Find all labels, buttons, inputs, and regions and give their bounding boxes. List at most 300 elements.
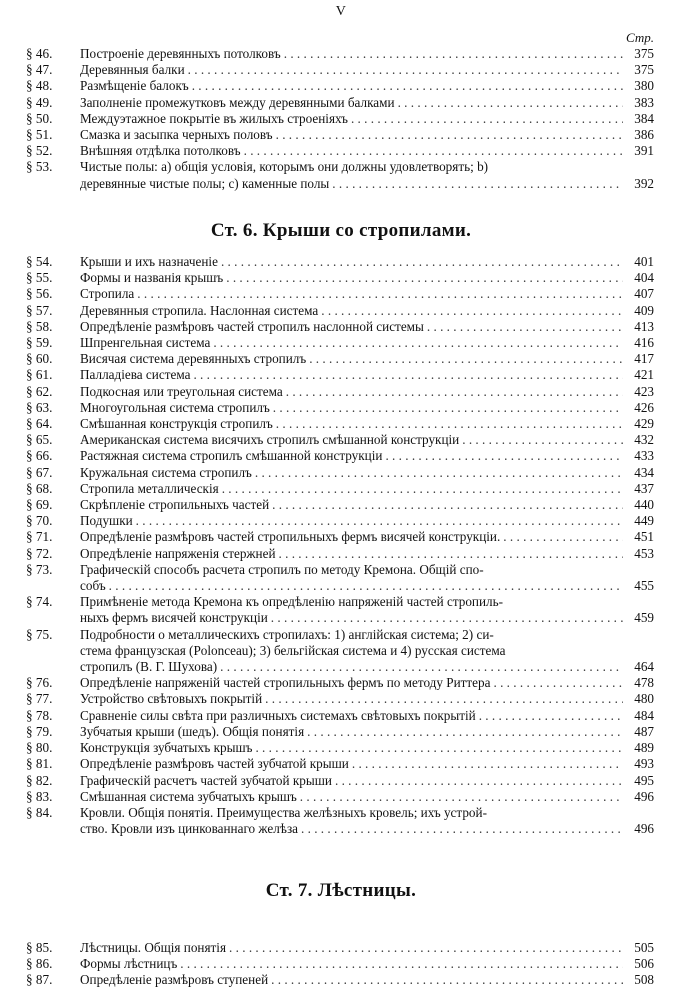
toc-entry-title: Палладіева система — [80, 367, 191, 383]
toc-dot-leader — [300, 789, 623, 805]
toc-entry-page-number: 487 — [634, 723, 654, 739]
toc-entry-leader-line — [80, 513, 654, 529]
toc-dot-leader — [493, 675, 623, 691]
toc-entry-body — [80, 562, 654, 594]
toc-entry — [26, 497, 654, 513]
toc-entry-leader-line — [80, 127, 654, 143]
toc-entry-number: § 47. — [26, 62, 53, 78]
toc-dot-leader — [255, 740, 623, 756]
toc-entry-number: § 83. — [26, 788, 53, 804]
toc-entry-page-number: 386 — [634, 127, 654, 143]
toc-entry-page-number: 434 — [634, 464, 654, 480]
toc-entry-page-number: 459 — [634, 610, 654, 626]
toc-entry-title: Сравненіе силы свѣта при различныхъ системахъ свѣтовыхъ покрытій — [80, 707, 476, 723]
toc-entry-leader-line — [80, 176, 654, 192]
toc-entry-leader-line — [80, 95, 654, 111]
toc-entry — [26, 627, 654, 676]
toc-dot-leader — [276, 127, 623, 143]
toc-entry — [26, 367, 654, 383]
toc-entry-number: § 77. — [26, 691, 53, 707]
toc-entry-page-number: 496 — [634, 788, 654, 804]
toc-entry-body — [80, 303, 654, 319]
toc-entry-body — [80, 335, 654, 351]
toc-entry — [26, 254, 654, 270]
toc-dot-leader — [244, 143, 623, 159]
toc-dot-leader — [503, 529, 623, 545]
toc-entry-number: § 46. — [26, 46, 53, 61]
toc-entry-body — [80, 675, 654, 691]
toc-entry-title: Конструкція зубчатыхъ крышъ — [80, 740, 253, 756]
toc-dot-leader — [221, 254, 623, 270]
toc-entry-number: § 82. — [26, 772, 53, 788]
toc-dot-leader — [284, 46, 623, 62]
toc-entry-leader-line — [80, 465, 654, 481]
toc-entry-title: Подкосная или треугольная система — [80, 383, 283, 399]
toc-entry-body — [80, 127, 654, 143]
toc-entry-title: Опредѣленіе размѣровъ частей стропильныхъ фермъ висячей конструкціи. — [80, 529, 501, 545]
toc-entry-body — [80, 46, 654, 62]
toc-entry-page-number: 380 — [634, 78, 654, 94]
toc-entry-leader-line — [80, 303, 654, 319]
toc-entry-title: Опредѣленіе напряженія стержней — [80, 545, 276, 561]
toc-dot-leader — [220, 659, 623, 675]
toc-entry-page-number: 392 — [634, 175, 654, 191]
toc-entry-number: § 52. — [26, 143, 53, 159]
toc-entry-leader-line — [80, 578, 654, 594]
toc-entry — [26, 773, 654, 789]
toc-entry-title: Растяжная система стропилъ смѣшанной конструкціи — [80, 448, 383, 464]
toc-entry-page-number: 421 — [634, 367, 654, 383]
toc-entry-number: § 51. — [26, 127, 53, 143]
toc-entry-number: § 65. — [26, 432, 53, 448]
toc-entry-page-number: 375 — [634, 62, 654, 78]
toc-entry-leader-line — [80, 46, 654, 62]
toc-entry-title-line: Чистые полы: а) общія условія, которымъ они должны удовлетворять; b) — [80, 159, 489, 175]
toc-entry-body — [80, 159, 654, 191]
toc-entry-title: Стропила металлическія — [80, 480, 219, 496]
toc-entry-number: § 72. — [26, 545, 53, 561]
toc-entry-page-number: 413 — [634, 318, 654, 334]
toc-entry-body — [80, 756, 654, 772]
toc-entry-body — [80, 805, 654, 837]
toc-entry-number: § 62. — [26, 383, 53, 399]
toc-entry-title: Американская система висячихъ стропилъ смѣшанной конструкціи — [80, 432, 460, 448]
toc-entry — [26, 111, 654, 127]
toc-entry-leader-line — [80, 286, 654, 302]
toc-entry-page-number: 429 — [634, 416, 654, 432]
toc-dot-leader — [213, 335, 623, 351]
toc-entry-page-number: 506 — [634, 956, 654, 972]
toc-entry-page-number: 451 — [634, 529, 654, 545]
toc-entry-body — [80, 972, 654, 988]
toc-entry-body — [80, 384, 654, 400]
toc-entry-number: § 85. — [26, 940, 53, 955]
toc-entry-number: § 76. — [26, 675, 53, 691]
toc-dot-leader — [255, 465, 623, 481]
toc-entry — [26, 448, 654, 464]
toc-entry-leader-line — [80, 62, 654, 78]
toc-entry-leader-line — [80, 497, 654, 513]
toc-entry-page-number: 432 — [634, 432, 654, 448]
toc-entry-body — [80, 773, 654, 789]
toc-entry-title: Опредѣленіе размѣровъ ступеней — [80, 972, 269, 988]
toc-entry-number: § 57. — [26, 302, 53, 318]
toc-entry-page-number: 384 — [634, 110, 654, 126]
toc-entry-title: Шпренгельная система — [80, 335, 211, 351]
toc-entry — [26, 335, 654, 351]
toc-entry — [26, 529, 654, 545]
toc-dot-leader — [180, 956, 623, 972]
toc-dot-leader — [427, 319, 623, 335]
toc-entry-title: Внѣшняя отдѣлка потолковъ — [80, 143, 241, 159]
toc-entry-number: § 87. — [26, 972, 53, 988]
toc-entry-page-number: 383 — [634, 94, 654, 110]
toc-entry-page-number: 437 — [634, 480, 654, 496]
toc-dot-leader — [273, 400, 623, 416]
toc-entry — [26, 351, 654, 367]
toc-entry-page-number: 455 — [634, 578, 654, 594]
toc-dot-leader — [271, 610, 623, 626]
toc-entry-page-number: 464 — [634, 659, 654, 675]
toc-dot-leader — [352, 756, 623, 772]
toc-entry-title: Подушки — [80, 513, 133, 529]
toc-entry-page-number: 417 — [634, 351, 654, 367]
toc-entry-leader-line — [80, 956, 654, 972]
toc-entry-number: § 68. — [26, 480, 53, 496]
toc-entry — [26, 416, 654, 432]
toc-entry-leader-line — [80, 773, 654, 789]
toc-entry — [26, 675, 654, 691]
toc-dot-leader — [351, 111, 623, 127]
toc-entry — [26, 956, 654, 972]
toc-entry-title: Стропила — [80, 286, 135, 302]
toc-entry-body — [80, 95, 654, 111]
toc-entry-page-number: 423 — [634, 383, 654, 399]
toc-entry — [26, 143, 654, 159]
toc-entry-page-number: 416 — [634, 335, 654, 351]
toc-entry-leader-line — [80, 78, 654, 94]
toc-dot-leader — [286, 384, 623, 400]
toc-entry-title: Междуэтажное покрытіе въ жилыхъ строеніяхъ — [80, 110, 348, 126]
toc-dot-leader — [226, 270, 623, 286]
toc-entry-leader-line — [80, 400, 654, 416]
toc-entry-leader-line — [80, 659, 654, 675]
toc-entry-number: § 74. — [26, 594, 53, 610]
toc-entry-page-number: 404 — [634, 270, 654, 286]
toc-entry-title: Опредѣленіе размѣровъ частей стропилъ наслонной системы — [80, 318, 424, 334]
toc-entry-page-number: 508 — [634, 972, 654, 988]
chapter-heading-6: Ст. 6. Крыши со стропилами. — [210, 220, 472, 241]
toc-entry-number: § 55. — [26, 270, 53, 286]
toc-dot-leader — [136, 513, 623, 529]
toc-entry-page-number: 433 — [634, 448, 654, 464]
toc-entry-number: § 79. — [26, 723, 53, 739]
toc-entry — [26, 546, 654, 562]
toc-entry-leader-line — [80, 756, 654, 772]
toc-entry-leader-line — [80, 724, 654, 740]
toc-section-1 — [26, 46, 654, 192]
toc-dot-leader — [479, 708, 623, 724]
toc-entry-title: Деревянныя балки — [80, 62, 185, 78]
toc-entry-body — [80, 432, 654, 448]
toc-entry-body — [80, 724, 654, 740]
toc-entry-title: деревянные чистые полы; с) каменные полы — [80, 175, 330, 191]
toc-entry-body — [80, 529, 654, 545]
toc-entry-page-number: 440 — [634, 497, 654, 513]
toc-entry-number: § 69. — [26, 497, 53, 513]
toc-dot-leader — [271, 972, 623, 988]
toc-dot-leader — [398, 95, 623, 111]
toc-entry-number: § 67. — [26, 464, 53, 480]
toc-entry-leader-line — [80, 111, 654, 127]
toc-entry — [26, 465, 654, 481]
toc-entry-page-number: 489 — [634, 740, 654, 756]
toc-entry-number: § 53. — [26, 159, 53, 175]
toc-entry-leader-line — [80, 432, 654, 448]
toc-entry — [26, 756, 654, 772]
toc-entry-title: ство. Кровли изъ цинкованнаго желѣза — [80, 821, 299, 837]
toc-entry-number: § 56. — [26, 286, 53, 302]
toc-entry-number: § 71. — [26, 529, 53, 545]
toc-entry-leader-line — [80, 691, 654, 707]
toc-entry-leader-line — [80, 546, 654, 562]
toc-entry-body — [80, 416, 654, 432]
toc-entry-body — [80, 546, 654, 562]
toc-entry-body — [80, 319, 654, 335]
toc-entry-title: ныхъ фермъ висячей конструкціи — [80, 610, 268, 626]
toc-entry-leader-line — [80, 789, 654, 805]
toc-entry-number: § 84. — [26, 804, 53, 820]
toc-entry-number: § 80. — [26, 740, 53, 756]
toc-entry-leader-line — [80, 335, 654, 351]
chapter-heading-7: Ст. 7. Лѣстницы. — [265, 880, 417, 901]
toc-entry-body — [80, 448, 654, 464]
toc-entry-leader-line — [80, 416, 654, 432]
toc-entry-number: § 60. — [26, 351, 53, 367]
toc-entry-page-number: 480 — [634, 691, 654, 707]
toc-entry-number: § 86. — [26, 956, 53, 972]
toc-dot-leader — [222, 481, 623, 497]
toc-section-3 — [26, 940, 654, 989]
toc-entry — [26, 481, 654, 497]
toc-entry-page-number: 401 — [634, 254, 654, 269]
toc-entry-body — [80, 254, 654, 270]
toc-entry-title: Многоугольная система стропилъ — [80, 399, 270, 415]
toc-entry-body — [80, 691, 654, 707]
toc-entry — [26, 708, 654, 724]
toc-entry-title: Построеніе деревянныхъ потолковъ — [80, 46, 281, 61]
toc-entry-title-line: стема французская (Polonceau); 3) бельгійская система и 4) русская система — [80, 642, 506, 658]
toc-entry — [26, 303, 654, 319]
toc-entry-body — [80, 465, 654, 481]
toc-entry-number: § 59. — [26, 335, 53, 351]
toc-entry-number: § 61. — [26, 367, 53, 383]
toc-entry-title: Деревянныя стропила. Наслонная система — [80, 302, 319, 318]
toc-dot-leader — [137, 286, 623, 302]
toc-entry-title: Зубчатыя крыши (шедъ). Общія понятія — [80, 723, 305, 739]
toc-entry-number: § 63. — [26, 399, 53, 415]
toc-entry-page-number: 484 — [634, 707, 654, 723]
toc-entry — [26, 594, 654, 626]
toc-entry-body — [80, 111, 654, 127]
toc-entry-leader-line — [80, 972, 654, 988]
toc-entry-title: Крыши и ихъ назначеніе — [80, 254, 218, 269]
toc-dot-leader — [332, 176, 623, 192]
toc-entry-page-number: 409 — [634, 302, 654, 318]
toc-dot-leader — [229, 940, 623, 956]
toc-entry-leader-line — [80, 367, 654, 383]
toc-entry-body — [80, 627, 654, 676]
toc-entry-title: Смѣшанная конструкція стропилъ — [80, 416, 273, 432]
toc-entry-number: § 48. — [26, 78, 53, 94]
toc-entry-title: собъ — [80, 578, 106, 594]
toc-entry-leader-line — [80, 529, 654, 545]
toc-entry-title: Формы и названія крышъ — [80, 270, 224, 286]
toc-entry — [26, 513, 654, 529]
toc-entry — [26, 384, 654, 400]
toc-entry-title: Размѣщеніе балокъ — [80, 78, 189, 94]
toc-entry-number: § 64. — [26, 416, 53, 432]
toc-entry — [26, 562, 654, 594]
toc-entry-leader-line — [80, 610, 654, 626]
toc-entry-title: Устройство свѣтовыхъ покрытій — [80, 691, 263, 707]
toc-entry-body — [80, 497, 654, 513]
toc-entry-body — [80, 594, 654, 626]
toc-entry-number: § 49. — [26, 94, 53, 110]
toc-dot-leader — [279, 546, 623, 562]
toc-entry-body — [80, 513, 654, 529]
toc-entry-number: § 54. — [26, 254, 53, 269]
toc-entry-leader-line — [80, 940, 654, 956]
toc-entry-body — [80, 351, 654, 367]
toc-entry-body — [80, 270, 654, 286]
toc-dot-leader — [301, 821, 623, 837]
toc-entry-page-number: 391 — [634, 143, 654, 159]
toc-entry-number: § 50. — [26, 110, 53, 126]
toc-entry — [26, 940, 654, 956]
toc-entry-body — [80, 286, 654, 302]
toc-entry-leader-line — [80, 351, 654, 367]
toc-entry-leader-line — [80, 319, 654, 335]
toc-entry — [26, 319, 654, 335]
toc-entry-title: Кружальная система стропилъ — [80, 464, 252, 480]
toc-entry-title: Заполненіе промежутковъ между деревянными балками — [80, 94, 395, 110]
toc-dot-leader — [307, 724, 623, 740]
toc-entry-leader-line — [80, 143, 654, 159]
toc-entry-page-number: 505 — [634, 940, 654, 955]
toc-entry-leader-line — [80, 254, 654, 270]
toc-entry-leader-line — [80, 384, 654, 400]
toc-entry-page-number: 426 — [634, 399, 654, 415]
toc-entry — [26, 740, 654, 756]
toc-entry-leader-line — [80, 708, 654, 724]
toc-entry-page-number: 493 — [634, 756, 654, 772]
toc-entry-title: Висячая система деревянныхъ стропилъ — [80, 351, 307, 367]
toc-dot-leader — [109, 578, 623, 594]
toc-entry — [26, 432, 654, 448]
toc-entry-title: Опредѣленіе напряженій частей стропильныхъ фермъ по методу Риттера — [80, 675, 491, 691]
toc-entry-title-line: Подробности о металлическихъ стропилахъ: 1) англійская система; 2) си- — [80, 626, 494, 642]
toc-dot-leader — [188, 62, 623, 78]
toc-dot-leader — [462, 432, 623, 448]
toc-entry — [26, 95, 654, 111]
toc-dot-leader — [309, 351, 623, 367]
toc-entry — [26, 270, 654, 286]
toc-dot-leader — [321, 303, 623, 319]
toc-section-2 — [26, 254, 654, 837]
toc-entry-title-line: Примѣненіе метода Кремона къ опредѣленію напряженій частей стропиль- — [80, 594, 504, 610]
page-folio: V — [335, 4, 347, 19]
toc-entry-leader-line — [80, 481, 654, 497]
toc-entry-body — [80, 62, 654, 78]
toc-entry-body — [80, 367, 654, 383]
toc-dot-leader — [385, 448, 623, 464]
toc-dot-leader — [272, 497, 623, 513]
toc-entry-page-number: 453 — [634, 545, 654, 561]
toc-entry-page-number: 449 — [634, 513, 654, 529]
toc-entry — [26, 972, 654, 988]
toc-entry-title: стропилъ (В. Г. Шухова) — [80, 659, 218, 675]
toc-entry-title: Графическій расчетъ частей зубчатой крыши — [80, 772, 332, 788]
toc-entry-title: Скрѣпленіе стропильныхъ частей — [80, 497, 270, 513]
toc-entry — [26, 127, 654, 143]
toc-entry-title: Формы лѣстницъ — [80, 956, 178, 972]
toc-entry-title: Смазка и засыпка черныхъ половъ — [80, 127, 273, 143]
toc-entry-leader-line — [80, 821, 654, 837]
toc-entry-leader-line — [80, 448, 654, 464]
toc-entry — [26, 805, 654, 837]
toc-entry-body — [80, 400, 654, 416]
toc-entry-title: Опредѣленіе размѣровъ частей зубчатой крыши — [80, 756, 349, 772]
toc-dot-leader — [265, 691, 623, 707]
toc-dot-leader — [192, 78, 623, 94]
toc-entry-leader-line — [80, 740, 654, 756]
toc-entry — [26, 724, 654, 740]
page-column-header: Стр. — [626, 30, 654, 45]
toc-entry-number: § 58. — [26, 318, 53, 334]
toc-dot-leader — [276, 416, 623, 432]
toc-entry-title: Лѣстницы. Общія понятія — [80, 940, 227, 955]
toc-entry-leader-line — [80, 675, 654, 691]
toc-entry-body — [80, 78, 654, 94]
toc-entry — [26, 159, 654, 191]
toc-entry-body — [80, 940, 654, 956]
toc-entry-title-line: Кровли. Общія понятія. Преимущества желѣзныхъ кровель; ихъ устрой- — [80, 804, 487, 820]
toc-dot-leader — [193, 367, 623, 383]
toc-entry — [26, 691, 654, 707]
toc-entry-number: § 75. — [26, 626, 53, 642]
toc-entry-body — [80, 481, 654, 497]
toc-entry-leader-line — [80, 270, 654, 286]
toc-entry-body — [80, 708, 654, 724]
toc-entry — [26, 46, 654, 62]
toc-entry-page-number: 496 — [634, 821, 654, 837]
toc-entry — [26, 789, 654, 805]
toc-entry — [26, 62, 654, 78]
toc-entry-number: § 73. — [26, 561, 53, 577]
toc-entry-body — [80, 740, 654, 756]
toc-entry-title: Смѣшанная система зубчатыхъ крышъ — [80, 788, 297, 804]
toc-entry-page-number: 495 — [634, 772, 654, 788]
toc-entry-body — [80, 789, 654, 805]
toc-entry — [26, 400, 654, 416]
toc-entry-number: § 81. — [26, 756, 53, 772]
toc-entry-title-line: Графическій способъ расчета стропилъ по методу Кремона. Общій спо- — [80, 561, 484, 577]
toc-dot-leader — [335, 773, 623, 789]
toc-entry-number: § 70. — [26, 513, 53, 529]
toc-entry-number: § 66. — [26, 448, 53, 464]
toc-entry — [26, 78, 654, 94]
